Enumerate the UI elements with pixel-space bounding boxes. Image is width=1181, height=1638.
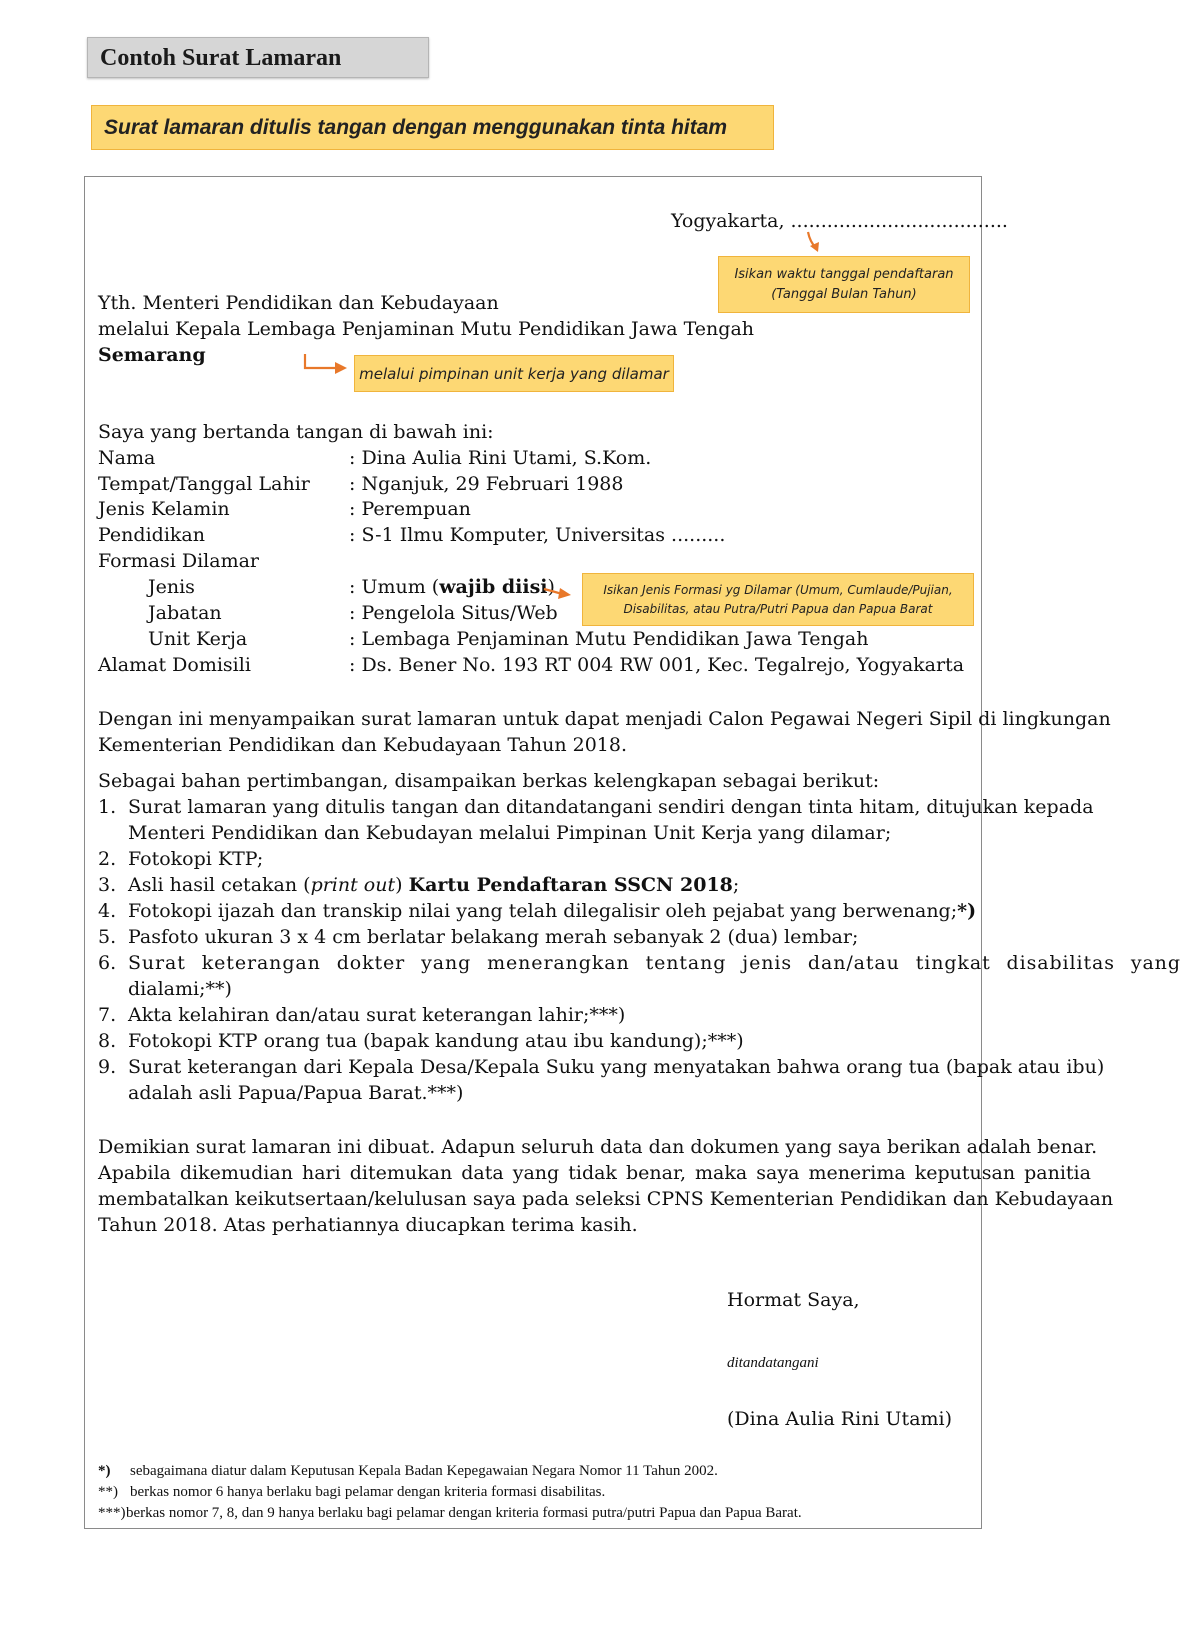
field-value-jk: : Perempuan xyxy=(349,498,471,520)
list-item-3-num: 3. xyxy=(98,874,117,896)
formasi-note-line-2: Disabilitas, atau Putra/Putri Papua dan Papua Barat xyxy=(623,601,933,616)
sign-name: (Dina Aulia Rini Utami) xyxy=(727,1408,953,1430)
instruction-banner: Surat lamaran ditulis tangan dengan menggunakan tinta hitam xyxy=(91,105,774,150)
list-item-3: Asli hasil cetakan (print out) Kartu Pendaftaran SSCN 2018; xyxy=(128,874,740,896)
closing-line-4: Tahun 2018. Atas perhatiannya diucapkan terima kasih. xyxy=(98,1214,638,1236)
list-intro: Sebagai bahan pertimbangan, disampaikan berkas kelengkapan sebagai berikut: xyxy=(98,770,880,792)
list-item-2: Fotokopi KTP; xyxy=(128,848,264,870)
field-value-unit: : Lembaga Penjaminan Mutu Pendidikan Jawa Tengah xyxy=(349,628,869,650)
list-item-4-num: 4. xyxy=(98,900,117,922)
date-note xyxy=(718,256,970,313)
footnote-1: sebagaimana diatur dalam Keputusan Kepala Badan Kepegawaian Negara Nomor 11 Tahun 2002. xyxy=(130,1463,718,1479)
closing-line-2: Apabila dikemudian hari ditemukan data yang tidak benar, maka saya menerima keputusan panitia xyxy=(98,1162,1091,1184)
recipient-line-1: Yth. Menteri Pendidikan dan Kebudayaan xyxy=(98,292,499,314)
list-item-6-line-1: Surat keterangan dokter yang menerangkan tentang jenis dan/atau tingkat disabilitas yang xyxy=(128,952,1181,974)
signature: ditandatangani xyxy=(727,1355,819,1371)
list-item-9-line-2: adalah asli Papua/Papua Barat.***) xyxy=(128,1082,464,1104)
field-value-jenis: : Umum (wajib diisi) xyxy=(349,576,555,598)
place-date: Yogyakarta, .................................... xyxy=(671,210,1008,232)
list-item-7-num: 7. xyxy=(98,1004,117,1026)
list-item-4: Fotokopi ijazah dan transkip nilai yang telah dilegalisir oleh pejabat yang berwenang;*) xyxy=(128,900,977,922)
recipient-note: melalui pimpinan unit kerja yang dilamar xyxy=(354,355,674,392)
list-item-6-line-2: dialami;**) xyxy=(128,978,232,1000)
field-label-ttl: Tempat/Tanggal Lahir xyxy=(98,473,310,495)
list-item-2-num: 2. xyxy=(98,848,117,870)
required-marker: wajib diisi xyxy=(439,576,548,598)
closing-line-1: Demikian surat lamaran ini dibuat. Adapun seluruh data dan dokumen yang saya berikan adalah benar. xyxy=(98,1136,1098,1158)
footnote-2-mark: **) xyxy=(98,1484,118,1500)
list-item-6-num: 6. xyxy=(98,952,117,974)
para1-line-1: Dengan ini menyampaikan surat lamaran untuk dapat menjadi Calon Pegawai Negeri Sipil di lingkungan xyxy=(98,708,1111,730)
field-value-pend: : S-1 Ilmu Komputer, Universitas ......... xyxy=(349,524,726,546)
field-label-jabatan: Jabatan xyxy=(148,602,222,624)
date-note-line-2: (Tanggal Bulan Tahun) xyxy=(771,286,917,302)
field-label-unit: Unit Kerja xyxy=(148,628,248,650)
list-item-5: Pasfoto ukuran 3 x 4 cm berlatar belakang merah sebanyak 2 (dua) lembar; xyxy=(128,926,859,948)
arrow-right-icon xyxy=(542,585,572,601)
field-label-jk: Jenis Kelamin xyxy=(98,498,230,520)
date-note-line-1: Isikan waktu tanggal pendaftaran xyxy=(734,266,954,282)
closing-line-3: membatalkan keikutsertaan/kelulusan saya pada seleksi CPNS Kementerian Pendidikan dan Kebudayaan xyxy=(98,1188,1114,1210)
list-item-9-line-1: Surat keterangan dari Kepala Desa/Kepala Suku yang menyatakan bahwa orang tua (bapak atau ibu) xyxy=(128,1056,1105,1078)
footnote-1-mark: *) xyxy=(98,1463,111,1479)
list-item-1-line-2: Menteri Pendidikan dan Kebudayan melalui Pimpinan Unit Kerja yang dilamar; xyxy=(128,822,892,844)
list-item-8: Fotokopi KTP orang tua (bapak kandung atau ibu kandung);***) xyxy=(128,1030,744,1052)
intro-text: Saya yang bertanda tangan di bawah ini: xyxy=(98,421,494,443)
footnote-3: berkas nomor 7, 8, dan 9 hanya berlaku bagi pelamar dengan kriteria formasi putra/putri Papua dan Papua Barat. xyxy=(126,1505,802,1521)
field-value-ttl: : Nganjuk, 29 Februari 1988 xyxy=(349,473,624,495)
list-item-1-num: 1. xyxy=(98,796,117,818)
arrow-right-icon xyxy=(303,352,349,374)
field-value-jabatan: : Pengelola Situs/Web xyxy=(349,602,558,624)
page-title: Contoh Surat Lamaran xyxy=(87,37,429,78)
field-value-alamat: : Ds. Bener No. 193 RT 004 RW 001, Kec. Tegalrejo, Yogyakarta xyxy=(349,654,965,676)
recipient-city: Semarang xyxy=(98,344,206,366)
field-label-pend: Pendidikan xyxy=(98,524,205,546)
para1-line-2: Kementerian Pendidikan dan Kebudayaan Tahun 2018. xyxy=(98,734,627,756)
field-value-nama: : Dina Aulia Rini Utami, S.Kom. xyxy=(349,447,652,469)
formasi-note-line-1: Isikan Jenis Formasi yg Dilamar (Umum, Cumlaude/Pujian, xyxy=(603,582,953,597)
list-item-5-num: 5. xyxy=(98,926,117,948)
arrow-down-icon xyxy=(805,230,823,255)
list-item-7: Akta kelahiran dan/atau surat keterangan lahir;***) xyxy=(128,1004,626,1026)
footnote-3-mark: ***) xyxy=(98,1505,126,1521)
field-label-nama: Nama xyxy=(98,447,156,469)
list-item-1-line-1: Surat lamaran yang ditulis tangan dan ditandatangani sendiri dengan tinta hitam, ditujukan kepada xyxy=(128,796,1094,818)
field-label-alamat: Alamat Domisili xyxy=(98,654,251,676)
field-label-formasi: Formasi Dilamar xyxy=(98,550,260,572)
field-label-jenis: Jenis xyxy=(148,576,195,598)
formasi-note xyxy=(582,573,974,626)
recipient-line-2: melalui Kepala Lembaga Penjaminan Mutu Pendidikan Jawa Tengah xyxy=(98,318,755,340)
list-item-9-num: 9. xyxy=(98,1056,117,1078)
footnote-2: berkas nomor 6 hanya berlaku bagi pelamar dengan kriteria formasi disabilitas. xyxy=(130,1484,606,1500)
list-item-8-num: 8. xyxy=(98,1030,117,1052)
sign-greeting: Hormat Saya, xyxy=(727,1289,860,1311)
